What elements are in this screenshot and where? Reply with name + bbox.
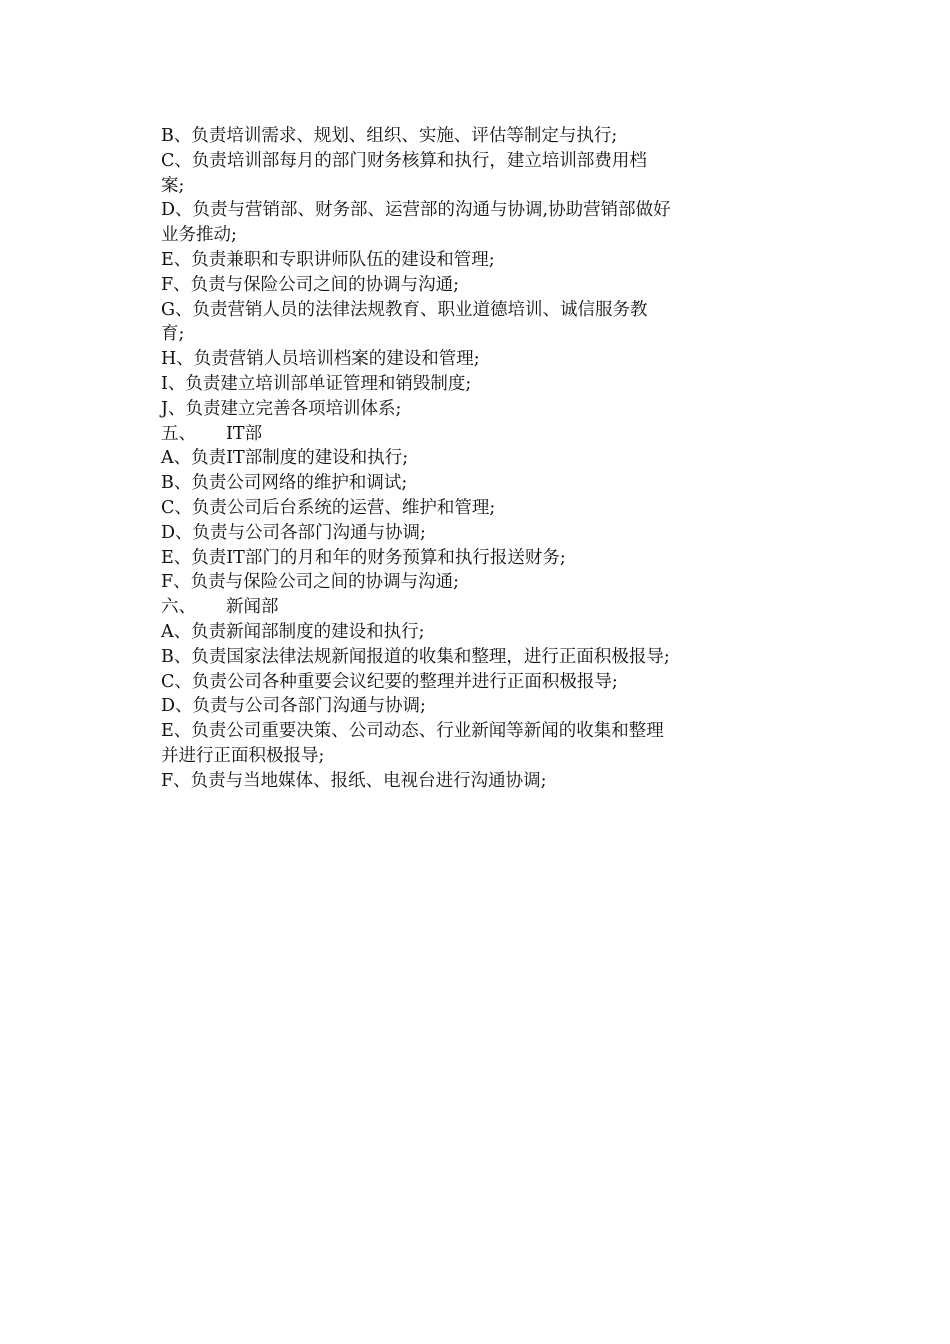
body-line: B、负责公司网络的维护和调试; [161,473,408,494]
section-number: 六、 [161,597,196,618]
body-line: D、负责与营销部、财务部、运营部的沟通与协调,协助营销部做好 [161,200,671,221]
body-line: F、负责与当地媒体、报纸、电视台进行沟通协调; [161,770,547,791]
body-line: 并进行正面积极报导; [161,745,325,766]
body-line: J、负责建立完善各项培训体系; [161,398,402,419]
body-line: B、负责国家法律法规新闻报道的收集和整理，进行正面积极报导; [161,646,670,667]
section-number: 五、 [161,423,196,444]
body-line: E、负责兼职和专职讲师队伍的建设和管理; [161,249,495,270]
body-line: E、负责公司重要决策、公司动态、行业新闻等新闻的收集和整理 [161,721,664,742]
body-line: I、负责建立培训部单证管理和销毁制度; [161,373,472,394]
body-line: C、负责公司后台系统的运营、维护和管理; [161,497,496,518]
body-line: 育; [161,324,185,345]
body-line: 业务推动; [161,225,237,246]
body-line: A、负责IT部制度的建设和执行; [161,448,409,469]
section-title: IT部 [226,423,263,444]
body-line: C、负责培训部每月的部门财务核算和执行，建立培训部费用档 [161,150,647,171]
body-line: C、负责公司各种重要会议纪要的整理并进行正面积极报导; [161,671,618,692]
body-line: G、负责营销人员的法律法规教育、职业道德培训、诚信服务教 [161,299,648,320]
section-heading-it [161,422,801,447]
body-line: A、负责新闻部制度的建设和执行; [161,621,425,642]
document-page [161,124,801,794]
body-line: D、负责与公司各部门沟通与协调; [161,696,426,717]
body-line: F、负责与保险公司之间的协调与沟通; [161,572,460,593]
body-line: E、负责IT部门的月和年的财务预算和执行报送财务; [161,547,566,568]
section-heading-news [161,595,801,620]
body-line: 案; [161,175,185,196]
body-line: H、负责营销人员培训档案的建设和管理; [161,349,480,370]
body-line: F、负责与保险公司之间的协调与沟通; [161,274,460,295]
body-line: D、负责与公司各部门沟通与协调; [161,522,426,543]
section-title: 新闻部 [226,597,279,618]
body-line: B、负责培训需求、规划、组织、实施、评估等制定与执行; [161,126,618,146]
